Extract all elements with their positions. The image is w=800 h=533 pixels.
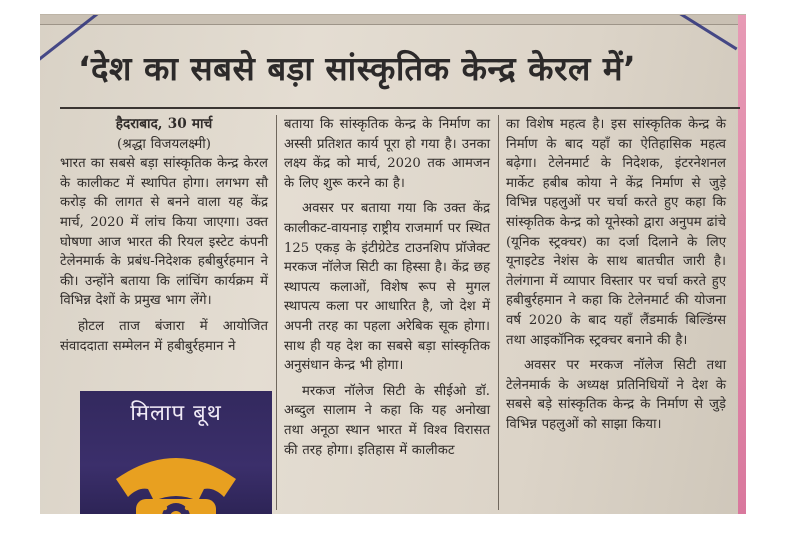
telephone-icon: [106, 439, 246, 514]
paragraph: अवसर पर मरकज नॉलेज सिटी तथा टेलेनमार्क के अध्यक्ष प्रतिनिधियों ने देश के सबसे बड़े सांस्कृतिक केन्द्र के निर्माण से जुड़े विभिन्न पहलुओं को साझा किया।: [506, 358, 726, 432]
paragraph: होटल ताज बंजारा में आयोजित संवाददाता सम्मेलन में हबीबुर्रहमान ने: [60, 318, 268, 354]
previous-article-strip: [40, 15, 746, 25]
page-edge: [738, 15, 746, 514]
paragraph: अवसर पर बताया गया कि उक्त केंद्र कालीकट-वायनाड़ राष्ट्रीय राजमार्ग पर स्थित 125 एकड़ के इंटीग्रेटेड टाउनशिप प्रॉजेक्ट मरकज नॉलेज सिटी का हिस्सा है। केंद्र छह स्थापत्य कलाओं, विशेष रूप से मुगल स्थापत्य कला पर आधारित है, जो देश में अपनी तरह का पहला अरेबिक सूक होगा। साथ ही यह देश का सबसे बड़ा सांस्कृतिक अनुसंधान केन्द्र भी होगा।: [284, 201, 490, 374]
paragraph: भारत का सबसे बड़ा सांस्कृतिक केन्द्र केरल के कालीकट में स्थापित होगा। लगभग सौ करोड़ की लागत से बनने वाला यह केंद्र मार्च, 2020 में लांच किया जाएगा। उक्त घोषणा आज भारत की रियल इस्टेट कंपनी टेलेनमार्क के प्रबंध-निदेशक हबीबुर्रहमान ने की। उन्होंने बताया कि लांचिंग कार्यक्रम में विभिन्न देशों के प्रमुख भाग लेंगे।: [60, 156, 268, 309]
headline: ‘देश का सबसे बड़ा सांस्कृतिक केन्द्र केरल में’: [78, 49, 637, 88]
byline: (श्रद्धा विजयलक्ष्मी): [117, 136, 211, 152]
newspaper-clipping: [40, 14, 746, 514]
headline-divider: [60, 107, 740, 109]
article-column-2: [284, 115, 490, 460]
paragraph: बताया कि सांस्कृतिक केन्द्र के निर्माण का अस्सी प्रतिशत कार्य पूरा हो गया है। उनका लक्ष्य केंद्र को मार्च, 2020 तक आमजन के लिए शुरू करने का है।: [284, 117, 490, 191]
dateline: हैदराबाद, 30 मार्च: [115, 116, 213, 132]
paragraph: मरकज नॉलेज सिटी के सीईओ डॉ. अब्दुल सालाम ने कहा कि यह अनोखा तथा अनूठा स्थान भारत में विश्व विरासत की तरह होगा। इतिहास में कालीकट: [284, 383, 490, 458]
article-column-1: [60, 115, 268, 356]
column-divider: [498, 115, 499, 510]
article-column-3: [506, 115, 726, 435]
booth-title: मिलाप बूथ: [130, 401, 222, 426]
column-divider: [276, 115, 277, 510]
paragraph: का विशेष महत्व है। इस सांस्कृतिक केन्द्र के निर्माण के बाद यहाँ का ऐतिहासिक महत्व बढ़ेगा। टेलेनमार्ट के निदेशक, इंटरनेशनल मार्केट हबीब कोया ने केंद्र निर्माण से जुड़े विभिन्न पहलुओं पर चर्चा करते हुए कहा कि सांस्कृतिक केन्द्र को यूनेस्को द्वारा अनुपम ढांचे (यूनिक स्ट्रक्चर) का दर्जा दिलाने के लिए यूनाइटेड नेशंस के साथ बातचीत जारी है। तेलंगाना में व्यापार विस्तार पर चर्चा करते हुए हबीबुर्रहमान ने कहा कि टेलेनमार्ट की योजना वर्ष 2020 के बाद यहाँ लैंडमार्क बिल्डिंग्स तथा आइकॉनिक स्ट्रक्चर बनाने की है।: [506, 117, 726, 348]
booth-advert: [80, 391, 272, 514]
